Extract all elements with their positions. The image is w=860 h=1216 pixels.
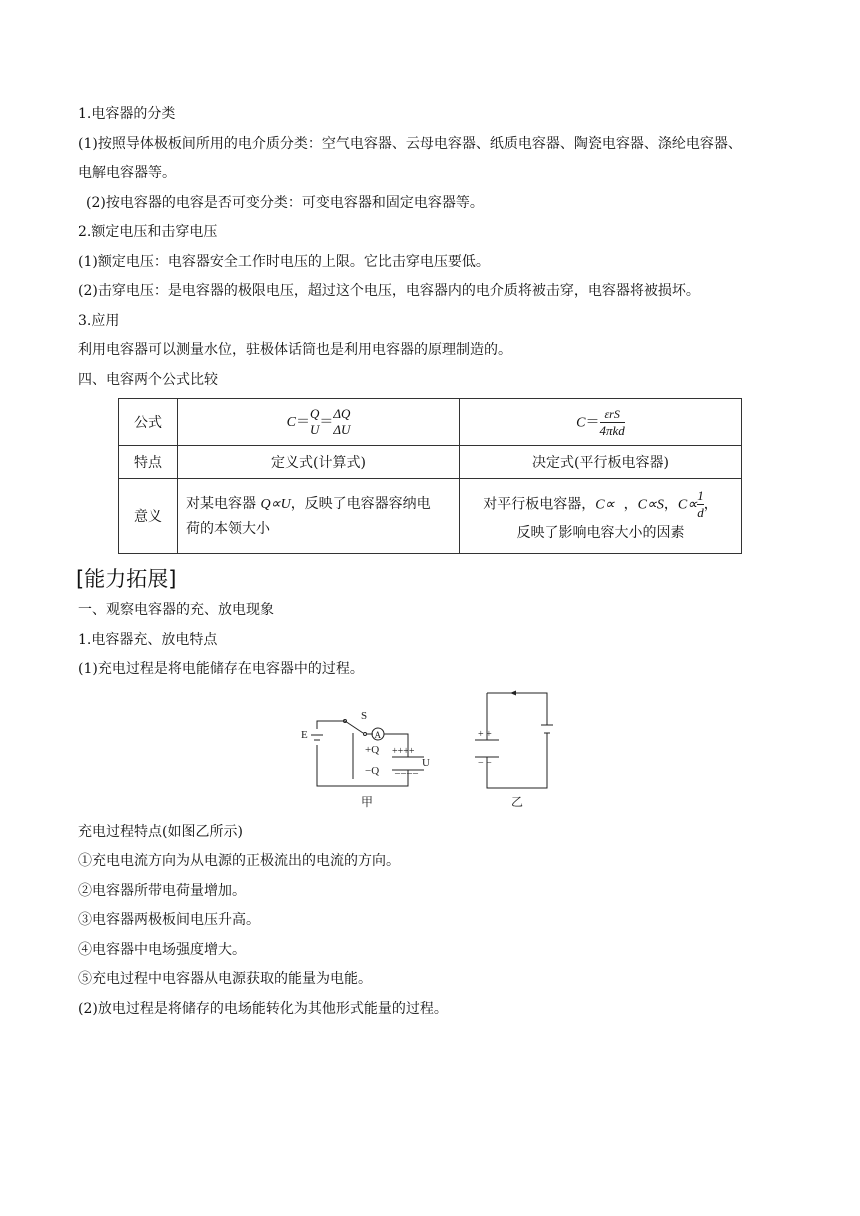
section-heading-voltage: 2.额定电压和击穿电压 xyxy=(78,224,218,240)
row-label-formula: 公式 xyxy=(119,399,178,446)
fraction-q-over-u: Q U xyxy=(309,406,320,437)
definition-feature-cell: 定义式(计算式) xyxy=(178,446,460,479)
paragraph-rated-voltage: (1)额定电压：电容器安全工作时电压的上限。它比击穿电压要低。 xyxy=(78,254,490,270)
circuit-yi xyxy=(475,693,553,788)
definition-meaning-cell: 对某电容器 Q∝U，反映了电容器容纳电 荷的本领大小 xyxy=(178,479,460,554)
list-item: ⑤充电过程中电容器从电源获取的能量为电能。 xyxy=(78,971,372,987)
section-title-ability-extension: [能力拓展] xyxy=(76,567,177,591)
paragraph-application: 利用电容器可以测量水位，驻极体话筒也是利用电容器的原理制造的。 xyxy=(78,342,512,358)
fraction-dq-over-du: ΔQ ΔU xyxy=(333,406,351,437)
section-heading-charging-features: 1.电容器充、放电特点 xyxy=(78,632,218,648)
section-heading-formula-compare: 四、电容两个公式比较 xyxy=(78,372,218,388)
negative-plate-charges-symbol: ‒‒‒‒ xyxy=(395,768,419,779)
fraction-one-over-d: $\frac{1}{d}$ xyxy=(697,487,704,520)
row-label-feature: 特点 xyxy=(119,446,178,479)
list-item: ③电容器两极板间电压升高。 xyxy=(78,912,260,928)
determination-feature-cell: 决定式(平行板电容器) xyxy=(460,446,742,479)
current-direction-arrow-icon xyxy=(510,691,516,696)
charging-circuit-figure xyxy=(295,690,565,812)
list-item: ①充电电流方向为从电源的正极流出的电流的方向。 xyxy=(78,853,400,869)
section-heading-observe-charging: 一、观察电容器的充、放电现象 xyxy=(78,602,274,618)
determination-formula-cell: C＝ $\frac{\text{εrS}}{\text{4πkd}}$ xyxy=(460,399,742,446)
determination-meaning-cell: 对平行板电容器，C∝εr，C∝S，C∝ $\frac{1}{d}$ ， 反映了影响电容大小的因素 xyxy=(460,479,742,554)
plate-negative-charges: − − xyxy=(478,758,492,769)
paragraph-charging-process: (1)充电过程是将电能储存在电容器中的过程。 xyxy=(78,661,364,677)
label-plus-q: +Q xyxy=(365,744,380,756)
table-row xyxy=(119,399,742,446)
ammeter-icon: A xyxy=(374,730,381,740)
label-voltage: U xyxy=(422,757,430,769)
paragraph-discharging-process: (2)放电过程是将储存的电场能转化为其他形式能量的过程。 xyxy=(78,1001,448,1017)
fraction-epsilon-s-over-4pikd: $\frac{\text{εrS}}{\text{4πkd}}$ xyxy=(599,406,625,438)
paragraph-classify-variable: (2)按电容器的电容是否可变分类：可变电容器和固定电容器等。 xyxy=(86,195,484,211)
table-row xyxy=(119,479,742,554)
section-heading-application: 3.应用 xyxy=(78,313,120,329)
label-switch: S xyxy=(361,710,368,722)
definition-formula-cell: C＝ Q U ＝ ΔQ ΔU xyxy=(178,399,460,446)
label-minus-q: −Q xyxy=(365,765,380,777)
list-item: ②电容器所带电荷量增加。 xyxy=(78,883,246,899)
paragraph-classify-dielectric-cont: 电解电容器等。 xyxy=(78,165,176,181)
paragraph-classify-dielectric: (1)按照导体极板间所用的电介质分类：空气电容器、云母电容器、纸质电容器、陶瓷电容器、涤纶电容器、 xyxy=(78,136,742,152)
row-label-meaning: 意义 xyxy=(119,479,178,554)
section-heading-classification: 1.电容器的分类 xyxy=(78,106,176,122)
paragraph-breakdown-voltage: (2)击穿电压：是电容器的极限电压，超过这个电压，电容器内的电介质将被击穿，电容器将被损坏。 xyxy=(78,283,700,299)
paragraph-charging-features-heading: 充电过程特点(如图乙所示) xyxy=(78,824,243,840)
formula-comparison-table xyxy=(118,398,742,554)
label-positive-plate-charges: ++++ xyxy=(392,746,415,757)
list-item: ④电容器中电场强度增大。 xyxy=(78,942,246,958)
table-row xyxy=(119,446,742,479)
caption-jia: 甲 xyxy=(361,795,374,809)
caption-yi: 乙 xyxy=(511,795,524,809)
plate-positive-charges: + + xyxy=(478,729,492,740)
label-emf: E xyxy=(301,729,308,741)
